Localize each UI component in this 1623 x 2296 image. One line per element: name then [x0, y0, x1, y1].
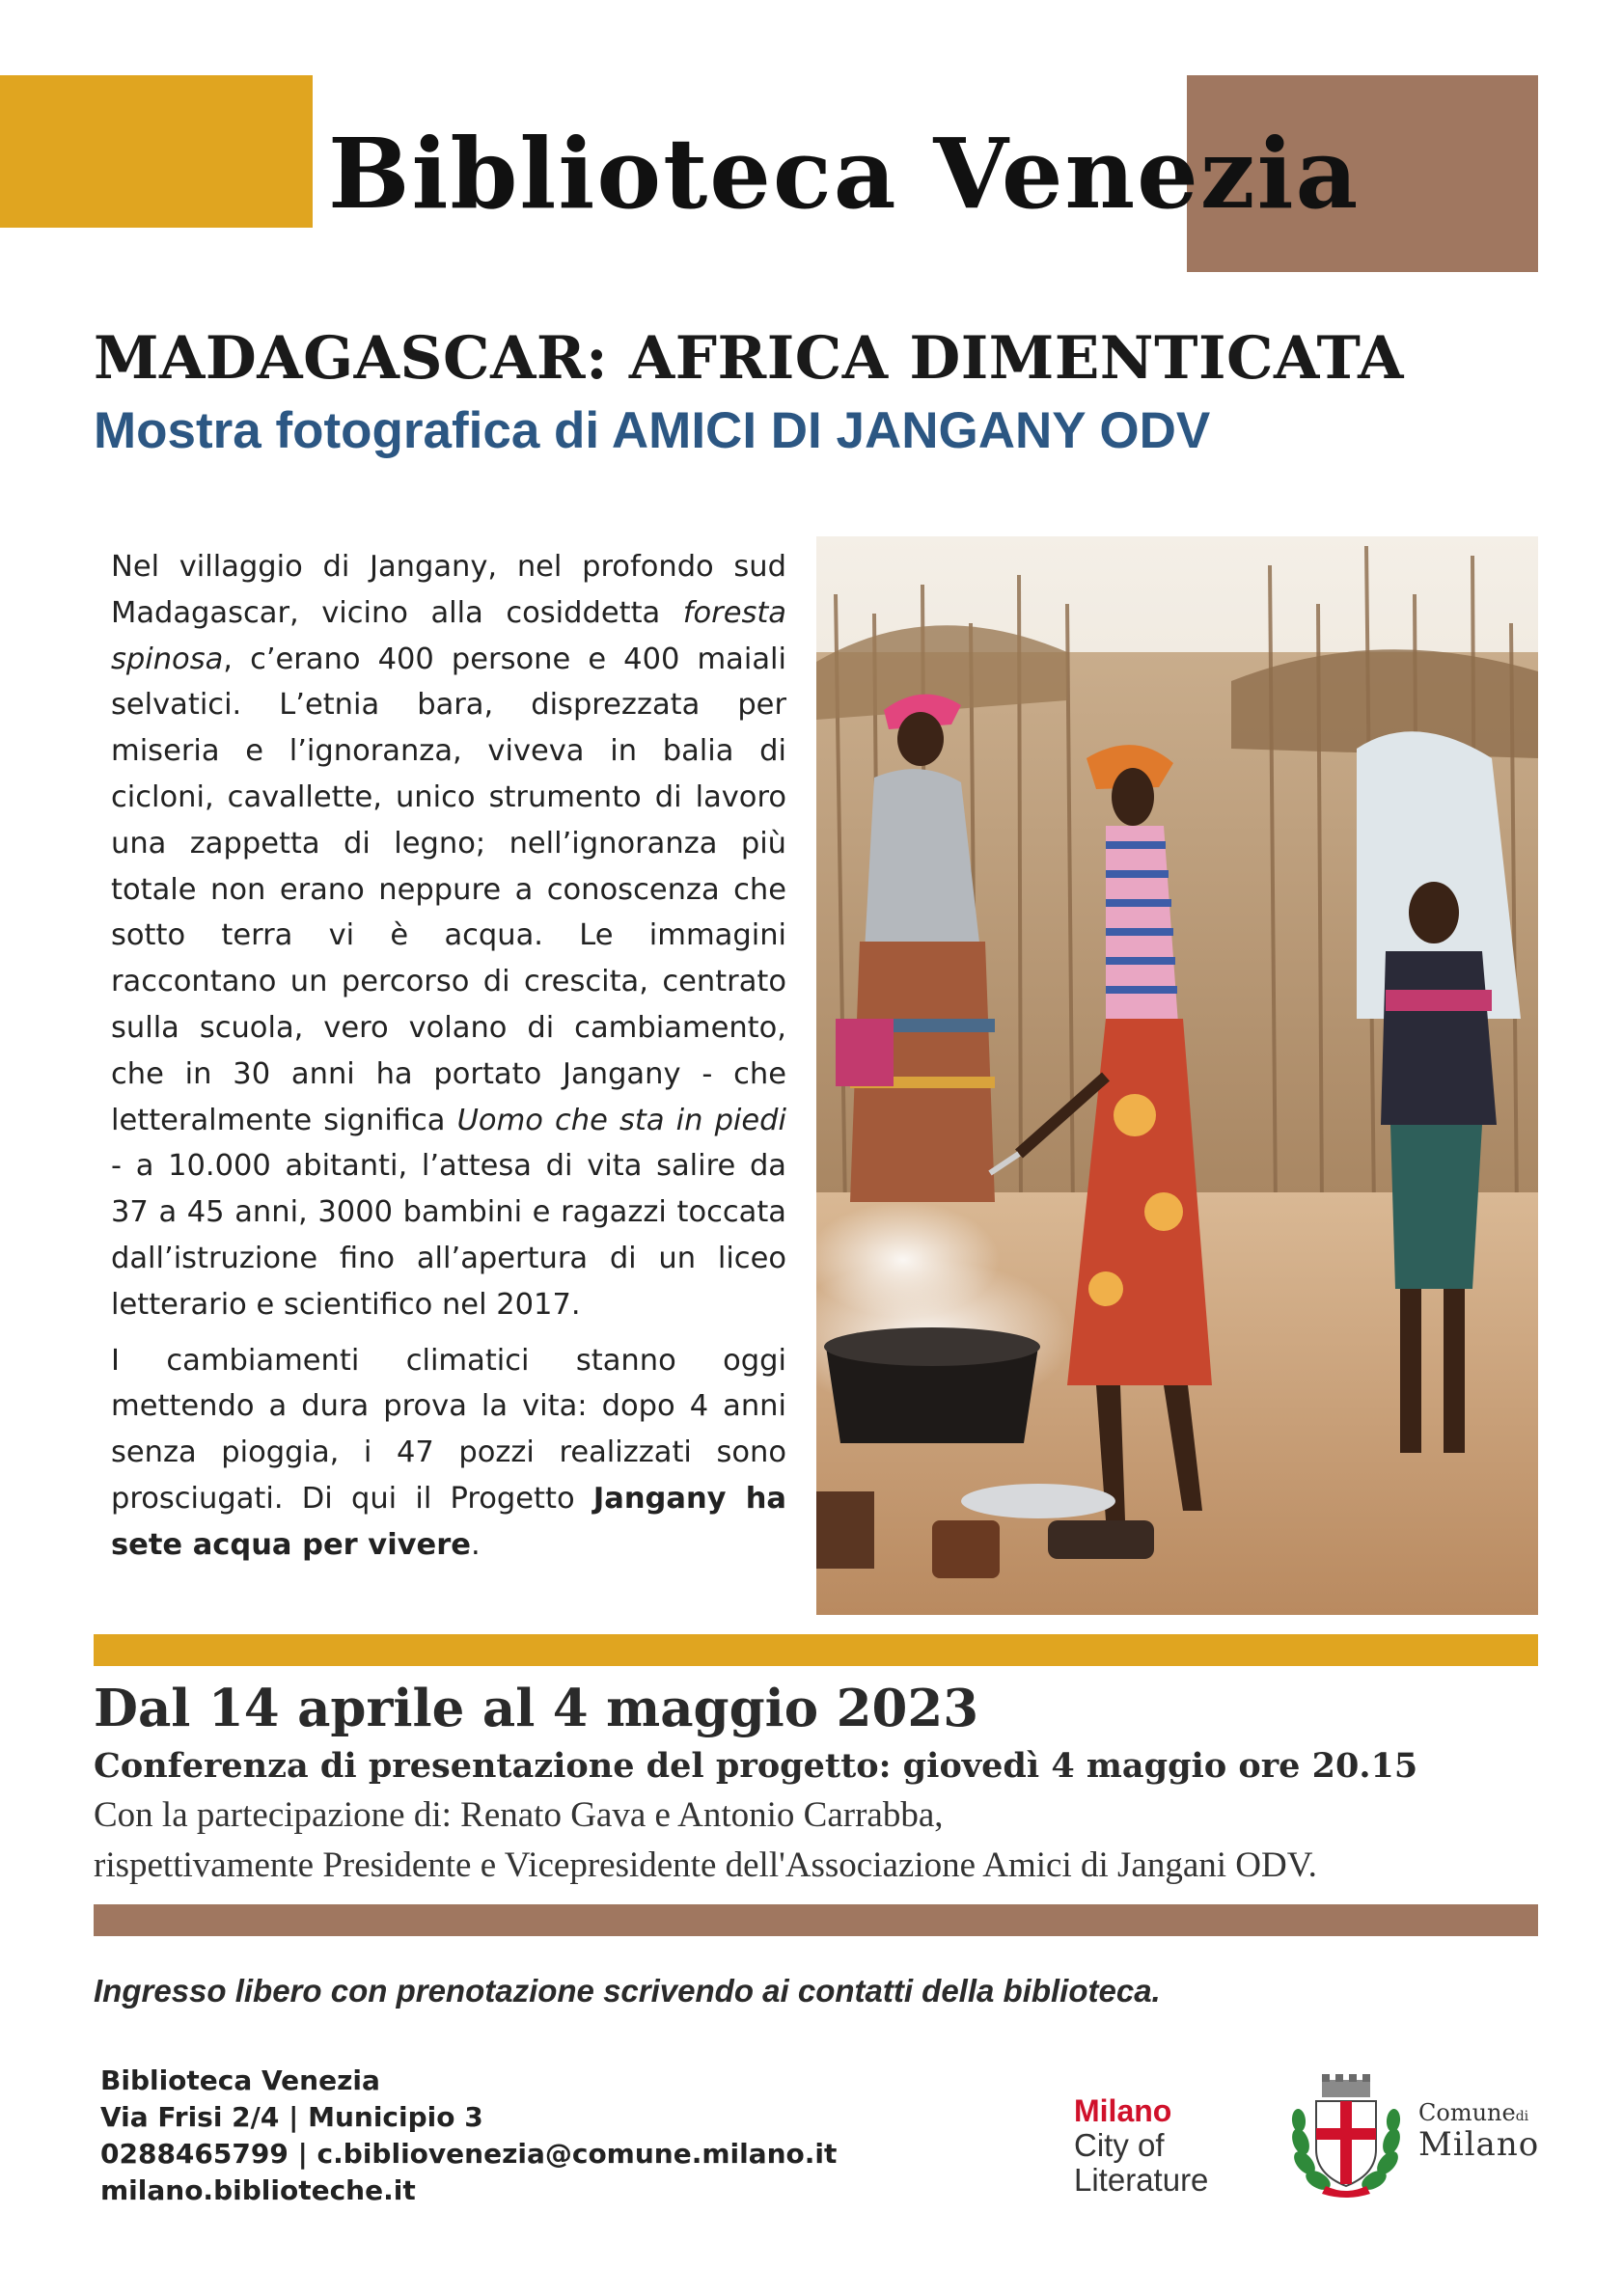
contact-block [100, 2063, 837, 2209]
text-run: Nel villaggio di Jangany, nel profondo sud Madagascar, vicino alla cosiddetta [111, 550, 786, 630]
description-text [111, 544, 786, 1578]
description-paragraph-2 [111, 1338, 786, 1569]
header-gold-block [0, 75, 313, 228]
city-of-literature-logo [1074, 2093, 1208, 2198]
comune-di-milano-logo [1418, 2099, 1540, 2164]
comune-word: Comune [1418, 2099, 1516, 2126]
text-run: I cambiamenti climatici stanno oggi mettendo a dura prova la vita: dopo 4 anni senza pioggia, i 47 pozzi realizzati sono prosciugati. Di qui il Progetto [111, 1343, 786, 1516]
conference-info: Conferenza di presentazione del progetto: giovedì 4 maggio ore 20.15 [94, 1746, 1418, 1786]
text-run: , c’erano 400 persone e 400 maiali selvatici. L’etnia bara, disprezzata per miseria e l’ignoranza, viveva in balia di cicloni, cavallette, unico strumento di lavoro una zappetta di legno; nell’ignoranza più totale non erano neppure a conoscenza che sotto terra vi è acqua. Le immagini raccontano un percorso di crescita, centrato sulla scuola, vero volano di cambiamento, che in 30 anni ha portato Jangany - che letteralmente significa [111, 642, 786, 1137]
contact-phone-email[interactable]: 0288465799 | c.bibliovenezia@comune.milano.it [100, 2138, 838, 2170]
milano-label: Milano [1418, 2125, 1540, 2164]
di-word: di [1515, 2109, 1529, 2124]
comune-label [1418, 2101, 1539, 2124]
gold-separator-bar [94, 1634, 1538, 1666]
exhibition-title: MADAGASCAR: AFRICA DIMENTICATA [94, 324, 1404, 393]
contact-website[interactable]: milano.biblioteche.it [100, 2174, 416, 2206]
entry-note: Ingresso libero con prenotazione scrivendo ai contatti della biblioteca. [94, 1973, 1161, 2009]
text-run: . [470, 1527, 481, 1562]
city-of-literature-milano: Milano [1074, 2093, 1172, 2128]
exhibition-dates: Dal 14 aprile al 4 maggio 2023 [94, 1679, 979, 1738]
brown-separator-bar [94, 1904, 1538, 1936]
text-run: - a 10.000 abitanti, l’attesa di vita salire da 37 a 45 anni, 3000 bambini e ragazzi toccata dall’istruzione fino all’apertura di un liceo letterario e scientifico nel 2017. [111, 1149, 786, 1322]
italic-run: Uomo che sta in piedi [456, 1103, 787, 1137]
village-woman-cooking-photo [816, 536, 1538, 1615]
milano-coat-of-arms-icon [1287, 2074, 1405, 2198]
participation-line-1: Con la partecipazione di: Renato Gava e Antonio Carrabba, [94, 1795, 944, 1835]
library-title: Biblioteca Venezia [328, 117, 1361, 231]
exhibition-subtitle: Mostra fotografica di AMICI DI JANGANY ODV [94, 402, 1211, 459]
participation-line-2: rispettivamente Presidente e Vicepresidente dell'Associazione Amici di Jangani ODV. [94, 1845, 1317, 1885]
city-of-literature-line3: Literature [1074, 2162, 1209, 2198]
city-of-literature-line2: City of [1074, 2127, 1165, 2163]
contact-address: Via Frisi 2/4 | Municipio 3 [100, 2101, 483, 2133]
italic-run: foresta spinosa [111, 595, 786, 676]
description-paragraph-1 [111, 544, 786, 1328]
contact-library-name: Biblioteca Venezia [100, 2064, 380, 2096]
bold-run: Jangany ha sete acqua per vivere [111, 1481, 786, 1562]
